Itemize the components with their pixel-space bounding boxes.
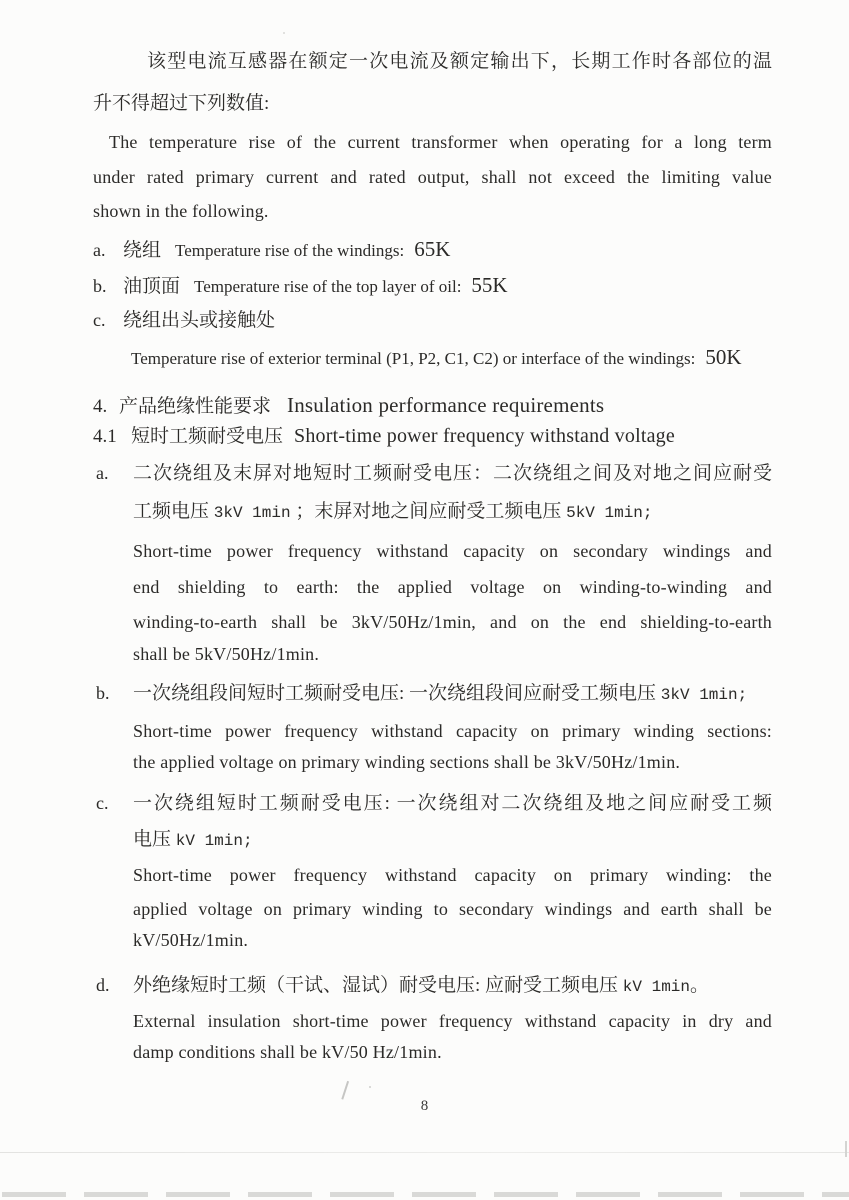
ins-c-zh2-mono1: kV 1min; bbox=[175, 832, 253, 850]
scan-artifact-edge-mark bbox=[845, 1141, 847, 1157]
section-4-1-title-zh: 短时工频耐受电压 bbox=[131, 426, 284, 447]
ins-item-d-label: d. bbox=[96, 975, 110, 995]
section-4-1-heading bbox=[93, 424, 772, 449]
temp-item-b bbox=[93, 272, 772, 299]
temp-item-a-label: a. bbox=[93, 240, 106, 260]
scan-artifact-fold-line bbox=[0, 1152, 849, 1153]
temp-item-a-en: Temperature rise of the windings: bbox=[175, 241, 405, 260]
section-4-1-title-en: Short-time power frequency withstand voltage bbox=[294, 425, 675, 447]
ins-item-d-en-line2: damp conditions shall be kV/50 Hz/1min. bbox=[133, 1042, 442, 1062]
ins-item-a-en-line4: shall be 5kV/50Hz/1min. bbox=[133, 644, 320, 664]
intro-zh-line2: 升不得超过下列数值: bbox=[93, 93, 270, 114]
ins-item-a-zh-line1: 二次绕组及末屏对地短时工频耐受电压：二次绕组之间及对地之间应耐受 bbox=[133, 463, 772, 484]
temp-item-b-en: Temperature rise of the top layer of oil: bbox=[194, 277, 462, 296]
temp-item-c-sub-value: 50K bbox=[705, 345, 742, 369]
temp-item-c bbox=[93, 309, 772, 333]
section-4-1-number: 4.1 bbox=[93, 426, 117, 447]
ins-item-d-zh-line1 bbox=[93, 974, 772, 998]
intro-en-line3: shown in the following. bbox=[93, 201, 269, 221]
section-4-title-zh: 产品绝缘性能要求 bbox=[119, 396, 272, 417]
ins-item-a-label: a. bbox=[96, 463, 109, 483]
ins-a-zh2-text1: 工频电压 bbox=[133, 501, 214, 522]
intro-zh-line1: 该型电流互感器在额定一次电流及额定输出下，长期工作时各部位的温 bbox=[147, 51, 772, 72]
section-4-title-en: Insulation performance requirements bbox=[287, 393, 605, 417]
ins-item-d-en-line1: External insulation short-time power frequency withstand capacity in dry and bbox=[133, 1011, 772, 1031]
ins-item-c-zh-line2 bbox=[93, 828, 772, 852]
ins-item-a-en-line2: end shielding to earth: the applied voltage on winding-to-winding and bbox=[133, 577, 772, 597]
ins-item-c-zh-line1: 一次绕组短时工频耐受电压: 一次绕组对二次绕组及地之间应耐受工频 bbox=[133, 793, 772, 814]
temp-item-b-value: 55K bbox=[471, 273, 508, 297]
ins-item-a-en-line1: Short-time power frequency withstand capacity on secondary windings and bbox=[133, 541, 772, 561]
scan-artifact-speck-top bbox=[283, 32, 285, 34]
temp-item-a bbox=[93, 236, 772, 263]
ins-item-a-en-line3: winding-to-earth shall be 3kV/50Hz/1min, and on the end shielding-to-earth bbox=[133, 612, 772, 632]
ins-d-zh1-mono1: kV 1min bbox=[622, 978, 690, 996]
ins-item-c-en-line2: applied voltage on primary winding to secondary windings and earth shall be bbox=[133, 899, 772, 919]
ins-item-a-zh-line2 bbox=[93, 500, 772, 524]
ins-item-c-label: c. bbox=[96, 793, 109, 813]
scan-artifact-bottom-edge bbox=[2, 1192, 849, 1197]
ins-item-c-en-line3: kV/50Hz/1min. bbox=[133, 930, 249, 950]
ins-c-zh2-text1: 电压 bbox=[133, 829, 176, 850]
section-4-heading bbox=[93, 392, 772, 419]
temp-item-c-sub bbox=[93, 344, 772, 370]
temp-item-b-zh: 油顶面 bbox=[123, 276, 181, 297]
ins-item-b-label: b. bbox=[96, 683, 110, 703]
ins-item-b-en-line1: Short-time power frequency withstand capacity on primary winding sections: bbox=[133, 721, 772, 741]
ins-b-zh1-text1: 一次绕组段间短时工频耐受电压: 一次绕组段间应耐受工频电压 bbox=[133, 683, 661, 704]
temp-item-a-zh: 绕组 bbox=[123, 240, 162, 261]
ins-d-zh1-text2: 。 bbox=[690, 975, 710, 996]
temp-item-b-label: b. bbox=[93, 276, 107, 296]
ins-item-b-zh-line1 bbox=[93, 682, 772, 706]
temp-item-c-zh: 绕组出头或接触处 bbox=[123, 310, 276, 331]
temp-item-c-sub-en: Temperature rise of exterior terminal (P1, P2, C1, C2) or interface of the windings: bbox=[131, 349, 696, 368]
ins-a-zh2-text2: ；末屏对地之间应耐受工频电压 bbox=[290, 501, 567, 522]
ins-item-b-en-line2: the applied voltage on primary winding sections shall be 3kV/50Hz/1min. bbox=[133, 752, 681, 772]
intro-en-line2: under rated primary current and rated output, shall not exceed the limiting value bbox=[93, 167, 772, 187]
ins-b-zh1-mono1: 3kV 1min; bbox=[660, 686, 748, 704]
scan-artifact-dot bbox=[369, 1086, 371, 1088]
ins-a-zh2-mono2: 5kV 1min; bbox=[566, 504, 653, 522]
intro-en-line1: The temperature rise of the current transformer when operating for a long term bbox=[109, 132, 772, 152]
temp-item-c-label: c. bbox=[93, 310, 106, 330]
ins-d-zh1-text1: 外绝缘短时工频（干试、湿试）耐受电压: 应耐受工频电压 bbox=[133, 975, 623, 996]
temp-item-a-value: 65K bbox=[414, 237, 451, 261]
ins-a-zh2-mono1: 3kV 1min bbox=[213, 504, 291, 522]
section-4-number: 4. bbox=[93, 396, 108, 417]
page-number: 8 bbox=[420, 1098, 429, 1114]
ins-item-c-en-line1: Short-time power frequency withstand capacity on primary winding: the bbox=[133, 865, 772, 885]
